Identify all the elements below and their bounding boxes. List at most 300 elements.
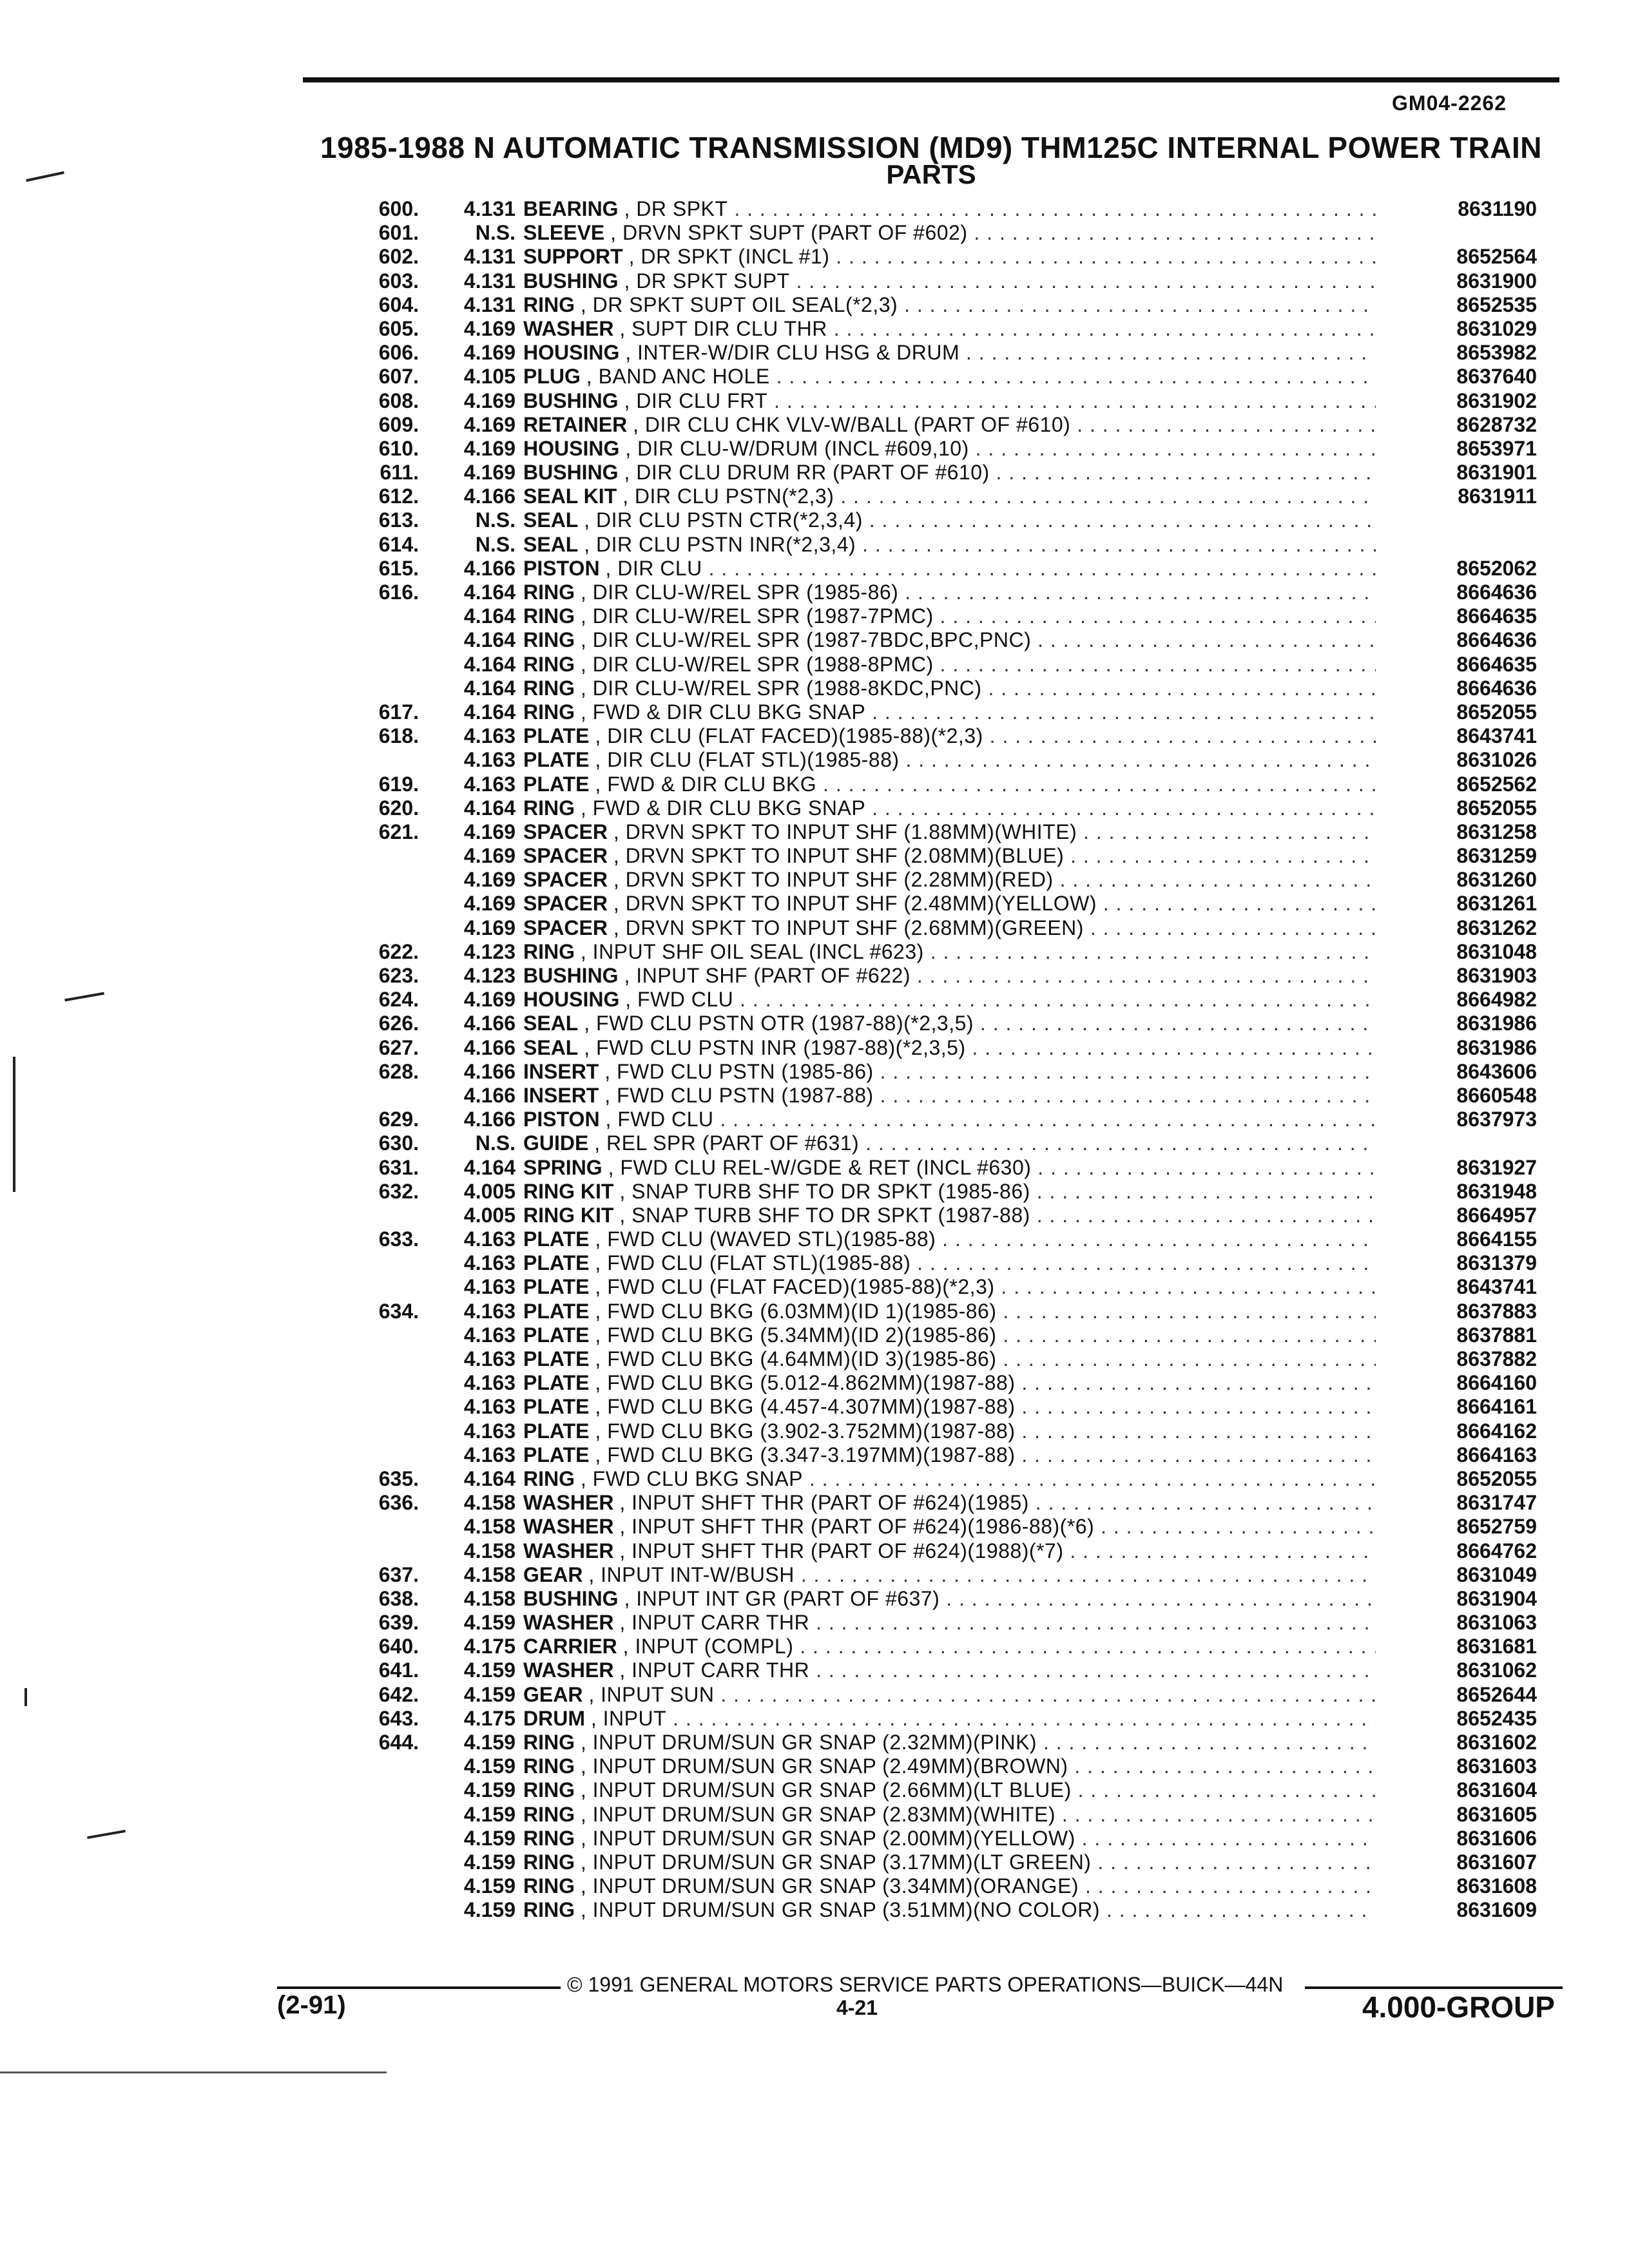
- part-detail: , INPUT DRUM/SUN GR SNAP (2.49MM)(BROWN): [580, 1754, 1068, 1778]
- parts-row: [348, 1635, 1572, 1658]
- part-description: [523, 1251, 1376, 1275]
- part-name: RING: [523, 1850, 575, 1874]
- group-number: 4.164: [463, 652, 516, 676]
- group-number: 4.163: [463, 1299, 516, 1323]
- part-name: BUSHING: [523, 389, 619, 412]
- part-description: [523, 1036, 1376, 1060]
- group-number: 4.131: [463, 269, 516, 293]
- part-description: [523, 1515, 1376, 1539]
- part-number: 8653982: [1456, 341, 1537, 365]
- group-number: 4.164: [463, 676, 516, 700]
- part-detail: , FWD & DIR CLU BKG: [595, 772, 817, 796]
- part-detail: , DIR CLU (FLAT FACED)(1985-88)(*2,3): [595, 724, 983, 748]
- group-number: 4.131: [463, 293, 516, 316]
- group-number: 4.159: [463, 1850, 516, 1874]
- part-number: 8631911: [1458, 485, 1537, 508]
- parts-row: [348, 461, 1572, 485]
- part-name: SPACER: [523, 820, 608, 843]
- group-number: 4.166: [463, 1059, 516, 1083]
- ref-number: 610.: [378, 436, 419, 460]
- part-number: 8652562: [1456, 772, 1537, 796]
- parts-row: [348, 1227, 1572, 1251]
- part-detail: , FWD CLU BKG (6.03MM)(ID 1)(1985-86): [595, 1299, 997, 1323]
- group-number: 4.159: [463, 1611, 516, 1635]
- group-number: 4.169: [463, 988, 516, 1012]
- part-description: [523, 892, 1376, 916]
- part-name: HOUSING: [523, 341, 620, 365]
- part-description: [523, 1611, 1376, 1635]
- group-number: 4.163: [463, 1323, 516, 1347]
- parts-row: [348, 1395, 1572, 1419]
- part-description: [523, 916, 1376, 940]
- part-description: [523, 940, 1376, 964]
- part-name: RING KIT: [523, 1179, 614, 1203]
- part-number: 8631602: [1456, 1731, 1537, 1754]
- parts-row: [348, 916, 1572, 940]
- part-detail: , FWD CLU REL-W/GDE & RET (INCL #630): [608, 1155, 1032, 1179]
- parts-row: [348, 1467, 1572, 1491]
- parts-row: [348, 1587, 1572, 1611]
- document-id: GM04-2262: [1392, 91, 1507, 115]
- part-number: 8652435: [1456, 1706, 1537, 1730]
- parts-row: [348, 796, 1572, 820]
- ref-number: 614.: [378, 532, 419, 556]
- group-number: 4.158: [463, 1586, 516, 1610]
- part-description: [523, 341, 1376, 365]
- group-number: 4.159: [463, 1731, 516, 1754]
- part-number: 8631986: [1456, 1035, 1537, 1059]
- part-number: 8652564: [1456, 245, 1537, 269]
- part-name: BUSHING: [523, 461, 619, 485]
- part-name: RING: [523, 652, 575, 676]
- ref-number: 603.: [378, 269, 419, 293]
- part-description: [523, 581, 1376, 604]
- group-number: 4.159: [463, 1826, 516, 1850]
- part-description: [523, 1850, 1376, 1874]
- part-number: 8664635: [1456, 652, 1537, 676]
- part-detail: , INPUT CARR THR: [619, 1658, 810, 1682]
- part-number: 8637882: [1456, 1347, 1537, 1370]
- scan-mark: [13, 1057, 15, 1192]
- group-number: 4.169: [463, 916, 516, 939]
- group-number: 4.123: [463, 964, 516, 987]
- ref-number: 636.: [378, 1491, 419, 1515]
- part-name: RING: [523, 581, 575, 604]
- parts-row: [348, 1131, 1572, 1155]
- part-number: 8631190: [1458, 197, 1537, 220]
- part-description: [523, 1778, 1376, 1802]
- revision-date: (2-91): [277, 1991, 346, 2019]
- part-description: [523, 628, 1376, 652]
- part-name: PLATE: [523, 1419, 590, 1443]
- part-description: [523, 700, 1376, 724]
- parts-row: [348, 700, 1572, 724]
- ref-number: 635.: [378, 1466, 419, 1490]
- ref-number: 619.: [378, 772, 419, 796]
- ref-number: 640.: [378, 1635, 419, 1658]
- part-number: 8631026: [1456, 748, 1537, 772]
- part-description: [523, 1131, 1376, 1155]
- part-name: RING KIT: [523, 1203, 614, 1227]
- part-name: SEAL: [523, 1012, 579, 1035]
- part-name: PLATE: [523, 1395, 590, 1419]
- group-number: 4.159: [463, 1898, 516, 1922]
- part-description: [523, 748, 1376, 772]
- ref-number: 617.: [378, 700, 419, 724]
- part-description: [523, 1371, 1376, 1395]
- parts-row: [348, 940, 1572, 964]
- group-number: 4.131: [463, 245, 516, 269]
- part-number: 8631062: [1456, 1658, 1537, 1682]
- part-number: 8631900: [1456, 269, 1537, 293]
- part-detail: , FWD CLU PSTN (1985-86): [604, 1059, 874, 1083]
- part-detail: , DIR CLU-W/REL SPR (1985-86): [580, 581, 899, 604]
- header-rule: [303, 77, 1559, 82]
- part-detail: , FWD CLU: [605, 1108, 714, 1131]
- part-detail: , DIR CLU-W/REL SPR (1988-8PMC): [580, 652, 934, 676]
- part-detail: , INPUT INT-W/BUSH: [588, 1562, 795, 1586]
- parts-row: [348, 413, 1572, 437]
- part-number: 8652535: [1456, 293, 1537, 316]
- part-detail: , FWD CLU PSTN OTR (1987-88)(*2,3,5): [584, 1012, 974, 1035]
- part-number: 8631681: [1456, 1635, 1537, 1658]
- group-number: 4.163: [463, 748, 516, 772]
- part-number: 8664982: [1456, 988, 1537, 1012]
- group-number: 4.005: [463, 1203, 516, 1227]
- part-description: [523, 653, 1376, 677]
- part-number: 8637881: [1456, 1323, 1537, 1347]
- group-number: 4.169: [463, 436, 516, 460]
- ref-number: 607.: [378, 365, 419, 389]
- part-name: PLATE: [523, 724, 590, 748]
- part-name: SPACER: [523, 892, 608, 916]
- part-detail: , INPUT DRUM/SUN GR SNAP (3.17MM)(LT GREEN): [580, 1850, 1092, 1874]
- part-detail: , DRVN SPKT TO INPUT SHF (1.88MM)(WHITE): [613, 820, 1077, 843]
- parts-row: [348, 1012, 1572, 1035]
- part-description: [523, 820, 1376, 844]
- part-description: [523, 1419, 1376, 1443]
- part-description: [523, 533, 1376, 557]
- group-number: 4.166: [463, 556, 516, 580]
- part-description: [523, 1587, 1376, 1611]
- part-number: 8631903: [1456, 964, 1537, 987]
- part-number: 8643741: [1456, 1275, 1537, 1299]
- part-description: [523, 1275, 1376, 1299]
- part-detail: , INPUT DRUM/SUN GR SNAP (2.32MM)(PINK): [580, 1731, 1037, 1754]
- part-number: 8631379: [1456, 1251, 1537, 1275]
- parts-row: [348, 1347, 1572, 1371]
- ref-number: 621.: [378, 820, 419, 843]
- part-number: 8637883: [1456, 1299, 1537, 1323]
- part-detail: , DIR CLU PSTN(*2,3): [622, 485, 834, 508]
- parts-row: [348, 1850, 1572, 1874]
- parts-row: [348, 508, 1572, 532]
- scan-mark: [64, 992, 104, 1002]
- ref-number: 605.: [378, 316, 419, 340]
- part-name: SPACER: [523, 868, 608, 892]
- part-name: HOUSING: [523, 988, 620, 1012]
- part-name: RING: [523, 676, 575, 700]
- ref-number: 637.: [378, 1562, 419, 1586]
- ref-number: 606.: [378, 341, 419, 365]
- ref-number: 615.: [378, 556, 419, 580]
- group-number: 4.159: [463, 1754, 516, 1778]
- part-name: PLATE: [523, 1323, 590, 1347]
- part-name: PLATE: [523, 748, 590, 772]
- part-description: [523, 485, 1376, 508]
- part-number: 8652055: [1456, 700, 1537, 724]
- part-number: 8653971: [1456, 436, 1537, 460]
- group-number: 4.164: [463, 700, 516, 724]
- parts-row: [348, 1084, 1572, 1108]
- ref-number: 629.: [378, 1108, 419, 1131]
- parts-row: [348, 1251, 1572, 1275]
- part-name: SUPPORT: [523, 245, 623, 269]
- group-number: 4.163: [463, 1419, 516, 1443]
- part-name: WASHER: [523, 1658, 614, 1682]
- parts-row: [348, 1707, 1572, 1731]
- group-number: 4.169: [463, 412, 516, 436]
- group-number: 4.169: [463, 389, 516, 412]
- ref-number: 643.: [378, 1706, 419, 1730]
- group-number: 4.163: [463, 772, 516, 796]
- part-description: [523, 1874, 1376, 1898]
- part-name: RETAINER: [523, 412, 628, 436]
- part-description: [523, 389, 1376, 413]
- group-number: 4.163: [463, 1227, 516, 1251]
- part-number: 8631259: [1456, 844, 1537, 868]
- part-detail: , DR SPKT SUPT: [624, 269, 790, 293]
- group-number: 4.163: [463, 1347, 516, 1370]
- part-detail: , FWD CLU: [625, 988, 734, 1012]
- group-number: 4.169: [463, 868, 516, 892]
- part-number: 8664957: [1456, 1203, 1537, 1227]
- group-number: 4.158: [463, 1562, 516, 1586]
- part-detail: , DIR CLU-W/REL SPR (1987-7BDC,BPC,PNC): [580, 628, 1032, 652]
- part-name: PLATE: [523, 1227, 590, 1251]
- part-detail: , INTER-W/DIR CLU HSG & DRUM: [625, 341, 960, 365]
- part-name: RING: [523, 1778, 575, 1802]
- part-description: [523, 988, 1376, 1012]
- part-description: [523, 1467, 1376, 1491]
- group-number: N.S.: [475, 221, 516, 245]
- part-number: 8631258: [1456, 820, 1537, 843]
- part-detail: , INPUT DRUM/SUN GR SNAP (2.83MM)(WHITE): [580, 1802, 1055, 1826]
- group-number: 4.169: [463, 341, 516, 365]
- parts-row: [348, 1300, 1572, 1323]
- part-detail: , INPUT SHFT THR (PART OF #624)(1986-88)(*6): [619, 1515, 1095, 1539]
- part-name: INSERT: [523, 1083, 599, 1107]
- part-name: RING: [523, 604, 575, 628]
- part-description: [523, 1180, 1376, 1204]
- part-name: PLATE: [523, 1347, 590, 1370]
- parts-row: [348, 557, 1572, 581]
- parts-row: [348, 1371, 1572, 1395]
- part-number: 8631049: [1456, 1562, 1537, 1586]
- part-number: 8628732: [1456, 412, 1537, 436]
- part-number: 8637973: [1456, 1108, 1537, 1131]
- parts-row: [348, 1803, 1572, 1827]
- group-number: 4.158: [463, 1539, 516, 1562]
- part-number: 8631260: [1456, 868, 1537, 892]
- ref-number: 631.: [378, 1155, 419, 1179]
- part-detail: , DRVN SPKT TO INPUT SHF (2.48MM)(YELLOW): [613, 892, 1097, 916]
- ref-number: 609.: [378, 412, 419, 436]
- part-description: [523, 796, 1376, 820]
- parts-list: [348, 197, 1572, 1923]
- part-detail: , DRVN SPKT TO INPUT SHF (2.68MM)(GREEN): [613, 916, 1084, 939]
- group-number: 4.131: [463, 197, 516, 220]
- parts-row: [348, 581, 1572, 604]
- part-detail: , DIR CLU-W/REL SPR (1987-7PMC): [580, 604, 934, 628]
- parts-row: [348, 1778, 1572, 1802]
- part-number: 8643741: [1456, 724, 1537, 748]
- parts-row: [348, 1658, 1572, 1682]
- ref-number: 604.: [378, 293, 419, 316]
- part-description: [523, 724, 1376, 748]
- part-detail: , REL SPR (PART OF #631): [594, 1131, 860, 1155]
- parts-row: [348, 221, 1572, 245]
- group-number: N.S.: [475, 508, 516, 532]
- group-number: 4.169: [463, 820, 516, 843]
- part-description: [523, 1707, 1376, 1731]
- part-detail: , INPUT DRUM/SUN GR SNAP (2.66MM)(LT BLUE): [580, 1778, 1072, 1802]
- part-name: PLATE: [523, 1251, 590, 1275]
- part-name: SEAL: [523, 532, 579, 556]
- group-number: 4.163: [463, 1371, 516, 1395]
- part-detail: , INPUT DRUM/SUN GR SNAP (3.34MM)(ORANGE): [580, 1874, 1079, 1898]
- parts-row: [348, 197, 1572, 221]
- part-name: WASHER: [523, 1611, 614, 1635]
- parts-row: [348, 533, 1572, 557]
- group-number: 4.164: [463, 1155, 516, 1179]
- part-description: [523, 461, 1376, 485]
- part-number: 8664163: [1456, 1443, 1537, 1466]
- part-name: CARRIER: [523, 1635, 617, 1658]
- part-number: 8631063: [1456, 1611, 1537, 1635]
- group-number: 4.159: [463, 1682, 516, 1706]
- part-detail: , DRVN SPKT TO INPUT SHF (2.08MM)(BLUE): [613, 844, 1065, 868]
- part-detail: , INPUT SHFT THR (PART OF #624)(1985): [619, 1491, 1029, 1515]
- part-name: PISTON: [523, 556, 600, 580]
- part-name: RING: [523, 1898, 575, 1922]
- part-name: RING: [523, 1874, 575, 1898]
- part-description: [523, 1827, 1376, 1850]
- part-description: [523, 557, 1376, 581]
- part-description: [523, 1060, 1376, 1084]
- part-name: PLATE: [523, 1443, 590, 1466]
- part-description: [523, 1539, 1376, 1563]
- footer-rule-right: [1305, 1986, 1563, 1989]
- part-detail: , DIR CLU PSTN CTR(*2,3,4): [584, 508, 863, 532]
- part-detail: , DIR CLU DRUM RR (PART OF #610): [624, 461, 990, 485]
- part-number: 8631607: [1456, 1850, 1537, 1874]
- part-detail: , FWD CLU (FLAT STL)(1985-88): [595, 1251, 911, 1275]
- part-detail: , FWD CLU BKG (4.457-4.307MM)(1987-88): [595, 1395, 1016, 1419]
- part-name: GEAR: [523, 1682, 583, 1706]
- group-number: 4.159: [463, 1658, 516, 1682]
- part-number: 8652759: [1456, 1515, 1537, 1539]
- part-number: 8664762: [1456, 1539, 1537, 1562]
- part-name: WASHER: [523, 1539, 614, 1562]
- ref-number: 630.: [378, 1131, 419, 1155]
- parts-row: [348, 1036, 1572, 1060]
- part-name: SPACER: [523, 844, 608, 868]
- part-name: PLATE: [523, 772, 590, 796]
- part-detail: , DIR CLU-W/DRUM (INCL #609,10): [625, 436, 969, 460]
- part-detail: , FWD CLU BKG (5.012-4.862MM)(1987-88): [595, 1371, 1016, 1395]
- part-name: WASHER: [523, 316, 614, 340]
- part-description: [523, 773, 1376, 796]
- part-detail: , FWD CLU PSTN INR (1987-88)(*2,3,5): [584, 1035, 966, 1059]
- part-number: 8631902: [1456, 389, 1537, 412]
- part-detail: , INPUT (COMPL): [622, 1635, 794, 1658]
- part-detail: , FWD CLU (FLAT FACED)(1985-88)(*2,3): [595, 1275, 995, 1299]
- group-number: 4.164: [463, 581, 516, 604]
- group-number: 4.105: [463, 365, 516, 389]
- scan-mark: [26, 171, 64, 182]
- ref-number: 602.: [378, 245, 419, 269]
- parts-row: [348, 437, 1572, 461]
- group-number: 4.159: [463, 1802, 516, 1826]
- group-number: 4.175: [463, 1706, 516, 1730]
- part-name: BEARING: [523, 197, 619, 220]
- part-description: [523, 1204, 1376, 1227]
- part-description: [523, 1443, 1376, 1467]
- parts-row: [348, 1180, 1572, 1204]
- parts-row: [348, 341, 1572, 365]
- part-name: RING: [523, 700, 575, 724]
- group-number: 4.169: [463, 461, 516, 485]
- part-description: [523, 437, 1376, 461]
- part-name: PISTON: [523, 1108, 600, 1131]
- group-number: 4.163: [463, 1251, 516, 1275]
- part-detail: , INPUT SHFT THR (PART OF #624)(1988)(*7): [619, 1539, 1064, 1562]
- part-name: SEAL: [523, 508, 579, 532]
- part-name: RING: [523, 1802, 575, 1826]
- parts-row: [348, 1204, 1572, 1227]
- ref-number: 622.: [378, 939, 419, 963]
- part-name: PLATE: [523, 1299, 590, 1323]
- part-description: [523, 1012, 1376, 1035]
- scan-mark: [87, 1830, 126, 1839]
- part-number: 8664161: [1456, 1395, 1537, 1419]
- group-number: 4.123: [463, 939, 516, 963]
- part-description: [523, 677, 1376, 700]
- parts-row: [348, 844, 1572, 868]
- part-number: 8631948: [1456, 1179, 1537, 1203]
- group-number: 4.000-GROUP: [1362, 1990, 1555, 2024]
- part-name: BUSHING: [523, 964, 619, 987]
- part-name: HOUSING: [523, 436, 620, 460]
- part-description: [523, 1754, 1376, 1778]
- group-number: 4.166: [463, 485, 516, 508]
- parts-row: [348, 964, 1572, 988]
- part-number: 8652055: [1456, 1466, 1537, 1490]
- part-number: 8631606: [1456, 1826, 1537, 1850]
- parts-row: [348, 1419, 1572, 1443]
- part-description: [523, 1156, 1376, 1180]
- part-number: 8631603: [1456, 1754, 1537, 1778]
- group-number: 4.169: [463, 892, 516, 916]
- part-name: PLATE: [523, 1275, 590, 1299]
- parts-row: [348, 293, 1572, 317]
- ref-number: 613.: [378, 508, 419, 532]
- ref-number: 626.: [378, 1012, 419, 1035]
- group-number: 4.164: [463, 604, 516, 628]
- part-detail: , INPUT SUN: [588, 1682, 715, 1706]
- part-detail: , FWD CLU BKG (3.902-3.752MM)(1987-88): [595, 1419, 1016, 1443]
